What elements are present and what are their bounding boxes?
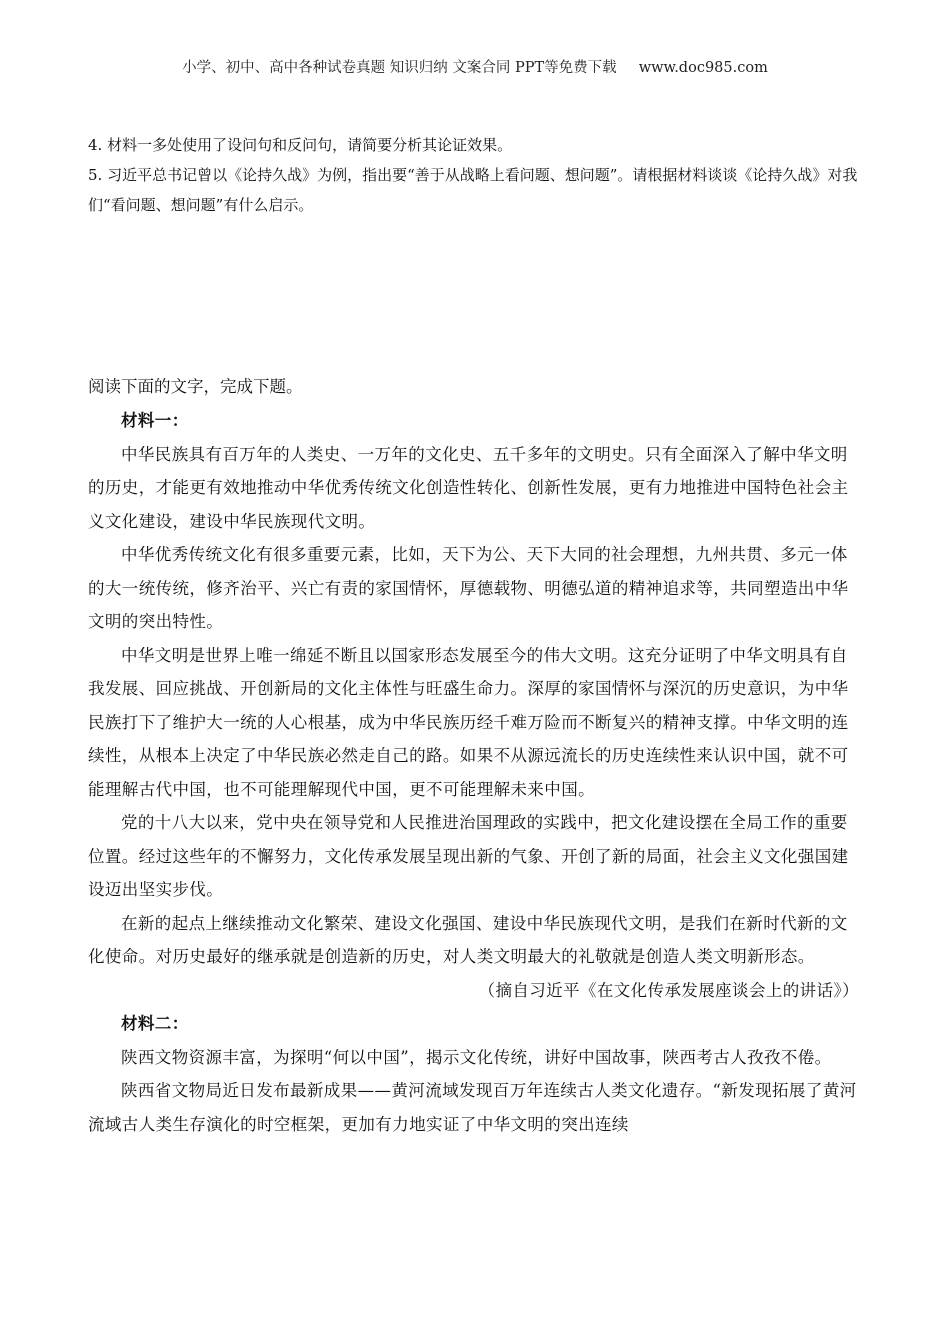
material-1-paragraph: 中华优秀传统文化有很多重要元素，比如，天下为公、天下大同的社会理想，九州共贯、多元一体的大一统传统，修齐治平、兴亡有责的家国情怀，厚德载物、明德弘道的精神追求等，共同塑造出中华文明的突出特性。 <box>88 545 849 631</box>
material-2-paragraph: 陕西省文物局近日发布最新成果——黄河流域发现百万年连续古人类文化遗存。“新发现拓展了黄河流域古人类生存演化的时空框架，更加有力地实证了中华文明的突出连续 <box>88 1081 857 1134</box>
material-2-paragraph: 陕西文物资源丰富，为探明“何以中国”，揭示文化传统，讲好中国故事，陕西考古人孜孜不倦。 <box>121 1047 832 1067</box>
material-1-paragraph: 中华民族具有百万年的人类史、一万年的文化史、五千多年的文明史。只有全面深入了解中华文明的历史，才能更有效地推动中华优秀传统文化创造性转化、创新性发展，更有力地推进中国特色社会主义文化建设，建设中华民族现代文明。 <box>88 444 849 531</box>
material-1-source: （摘自习近平《在文化传承发展座谈会上的讲话》） <box>478 980 859 1000</box>
material-1-paragraph: 在新的起点上继续推动文化繁荣、建设文化强国、建设中华民族现代文明，是我们在新时代新的文化使命。对历史最好的继承就是创造新的历史，对人类文明最大的礼敬就是创造人类文明新形态。 <box>88 913 848 966</box>
page-header <box>0 56 950 77</box>
reading-article <box>88 404 863 1141</box>
header-text: 小学、初中、高中各种试卷真题 知识归纳 文案合同 PPT等免费下载 <box>182 60 617 76</box>
question-4: 4. 材料一多处使用了设问句和反问句，请简要分析其论证效果。 <box>88 136 513 154</box>
material-1-paragraph: 中华文明是世界上唯一绵延不断且以国家形态发展至今的伟大文明。这充分证明了中华文明具有自我发展、回应挑战、开创新局的文化主体性与旺盛生命力。深厚的家国情怀与深沉的历史意识，为中华民族打下了维护大一统的人心根基，成为中华民族历经千难万险而不断复兴的精神支撑。中华文明的连续性，从根本上决定了中华民族必然走自己的路。如果不从源远流长的历史连续性来认识中国，就不可能理解古代中国，也不可能理解现代中国，更不可能理解未来中国。 <box>88 645 849 799</box>
material-1-label: 材料一： <box>121 411 189 430</box>
header-site-link[interactable]: www.doc985.com <box>638 60 768 76</box>
material-1-paragraph: 党的十八大以来，党中央在领导党和人民推进治国理政的实践中，把文化建设摆在全局工作的重要位置。经过这些年的不懈努力，文化传承发展呈现出新的气象、开创了新的局面，社会主义文化强国建设迈出坚实步伐。 <box>88 813 849 899</box>
question-5: 5. 习近平总书记曾以《论持久战》为例，指出要“善于从战略上看问题、想问题”。请根据材料谈谈《论持久战》对我们“看问题、想问题”有什么启示。 <box>88 166 858 214</box>
material-2-label: 材料二： <box>121 1014 189 1033</box>
reading-intro: 阅读下面的文字，完成下题。 <box>88 377 303 396</box>
